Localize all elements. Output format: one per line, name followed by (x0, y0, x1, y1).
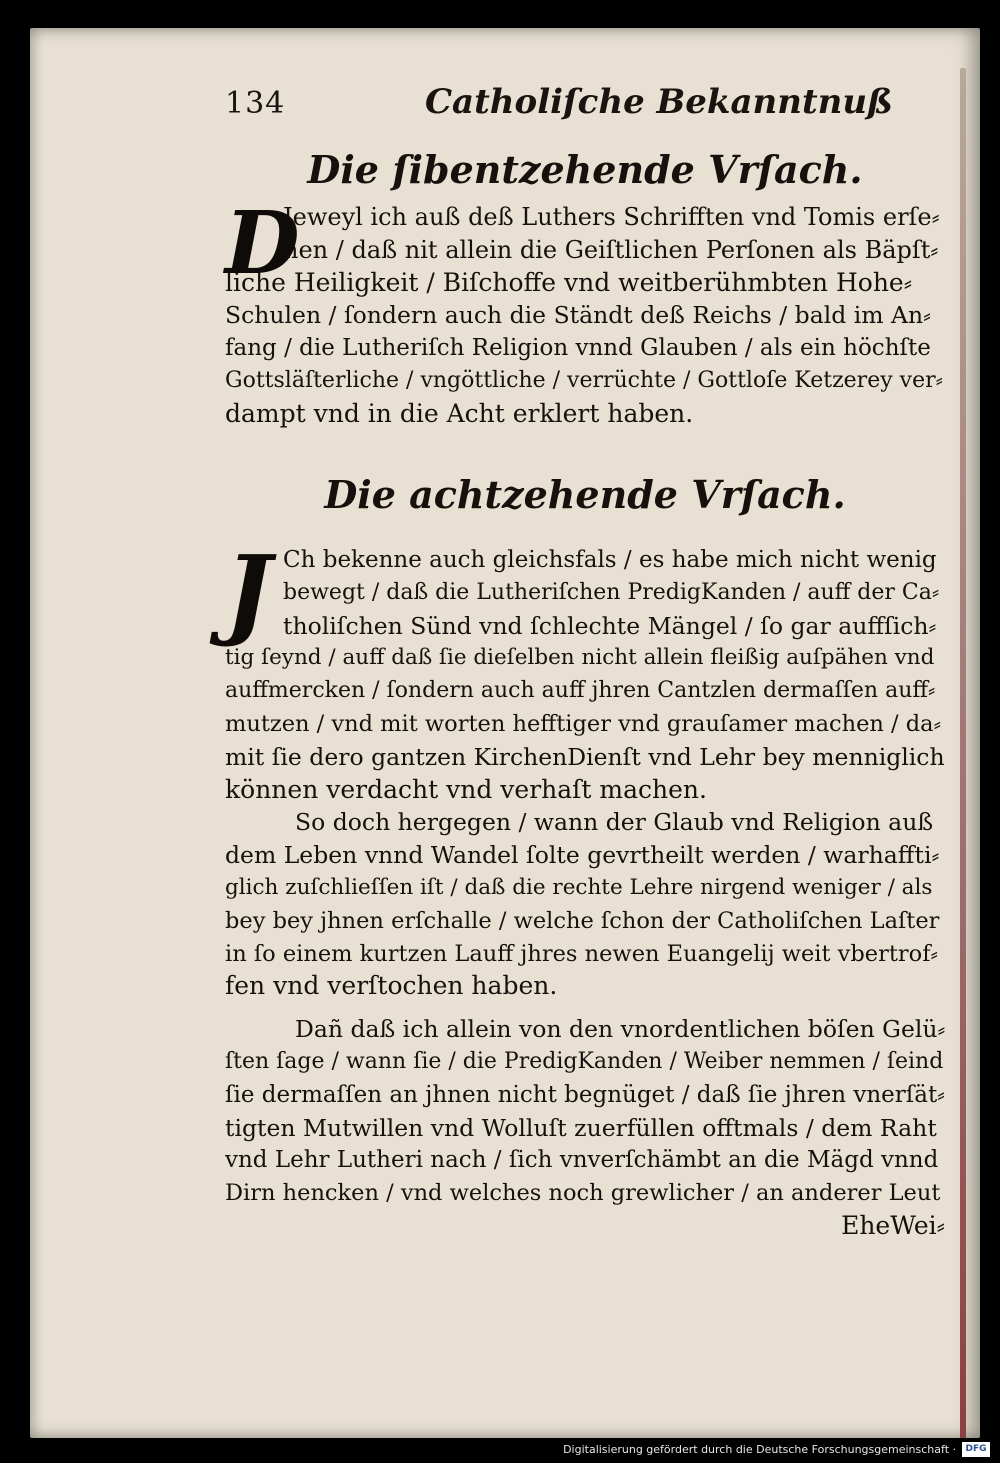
text-line: mutzen / vnd mit worten hefftiger vnd grauſamer machen / da⸗ (225, 710, 942, 737)
text-line: Ch bekenne auch gleichsfals / es habe mich nicht wenig (283, 547, 937, 573)
decorated-initial: J (225, 535, 272, 650)
running-title: Catholiſche Bekanntnuß (425, 82, 893, 122)
text-line: fang / die Lutheriſch Religion vnnd Glauben / als ein höchſte (225, 335, 931, 362)
text-line: bey bey jhnen erſchalle / welche ſchon der Catholiſchen Laſter (225, 907, 940, 934)
text-line: Dañ daß ich allein von den vnordentlichen böſen Gelü⸗ (295, 1015, 945, 1044)
dfg-logo: DFG (962, 1442, 990, 1457)
paragraph (225, 193, 945, 431)
text-line: mit ſie dero gantzen KirchenDienſt vnd Lehr bey menniglich (225, 742, 945, 771)
decorated-initial: D (225, 193, 300, 294)
text-line: tigten Mutwillen vnd Wolluſt zuerfüllen offtmals / dem Raht (225, 1113, 937, 1142)
text-line: ſten ſage / wann ſie / die PredigKanden / Weiber nemmen / ſeind (225, 1048, 944, 1074)
text-line: tig ſeynd / auff daß ſie dieſelben nicht allein fleißig auſpähen vnd (225, 645, 935, 671)
text-line: Gottsläſterliche / vngöttliche / verrüchte / Gottloſe Ketzerey ver⸗ (225, 367, 943, 393)
page-number: 134 (225, 86, 286, 121)
text-line: So doch hergegen / wann der Glaub vnd Religion auß (295, 808, 934, 837)
page-edge (960, 68, 966, 1448)
section-eighteen (225, 470, 945, 1243)
section-heading: Die ſibentzehende Vrſach. (307, 147, 863, 192)
text-line: ſie dermaſſen an jhnen nicht begnüget / daß ſie jhren vnerſät⸗ (225, 1081, 945, 1108)
text-line: auffmercken / ſondern auch auff jhren Cantzlen dermaſſen auff⸗ (225, 678, 936, 704)
text-line: fen vnd verſtochen haben. (225, 971, 558, 1001)
text-line: Dirn hencken / vnd welches noch grewlicher / an anderer Leut (225, 1180, 941, 1207)
page-header (225, 82, 925, 130)
catchword: EheWei⸗ (841, 1210, 945, 1240)
section-seventeen (225, 145, 945, 431)
paragraph (225, 1013, 945, 1243)
text-line: bewegt / daß die Lutheriſchen PredigKanden / auff der Ca⸗ (283, 579, 940, 605)
text-line: vnd Lehr Lutheri nach / ſich vnverſchämbt an die Mägd vnnd (225, 1147, 939, 1174)
text-line: dem Leben vnnd Wandel ſolte gevrtheilt werden / warhaffti⸗ (225, 841, 940, 870)
paragraph (225, 806, 945, 1003)
text-line: Jeweyl ich auß deß Luthers Schrifften vnd Tomis erſe⸗ (283, 203, 940, 231)
text-line: glich zuſchlieſſen iſt / daß die rechte Lehre nirgend weniger / als (225, 874, 933, 900)
text-line: in ſo einem kurtzen Lauff jhres newen Euangelij weit vbertrof⸗ (225, 940, 939, 967)
funding-credit: Digitalisierung gefördert durch die Deutsche Forschungsgemeinschaft · (563, 1443, 956, 1456)
text-line: Schulen / ſondern auch die Ständt deß Reichs / bald im An⸗ (225, 301, 931, 330)
text-line: liche Heiligkeit / Biſchoffe vnd weitberühmbten Hohe⸗ (225, 267, 913, 297)
text-line: hen / daß nit allein die Geiſtlichen Perſonen als Bäpſt⸗ (283, 235, 939, 264)
section-heading: Die achtzehende Vrſach. (324, 472, 846, 517)
digitization-footer (0, 1438, 1000, 1463)
text-line: dampt vnd in die Acht erklert haben. (225, 398, 694, 428)
text-line: tholiſchen Sünd vnd ſchlechte Mängel / ſo gar auffſich⸗ (283, 611, 937, 640)
paragraph (225, 535, 945, 806)
text-line: können verdacht vnd verhaſt machen. (225, 774, 707, 804)
